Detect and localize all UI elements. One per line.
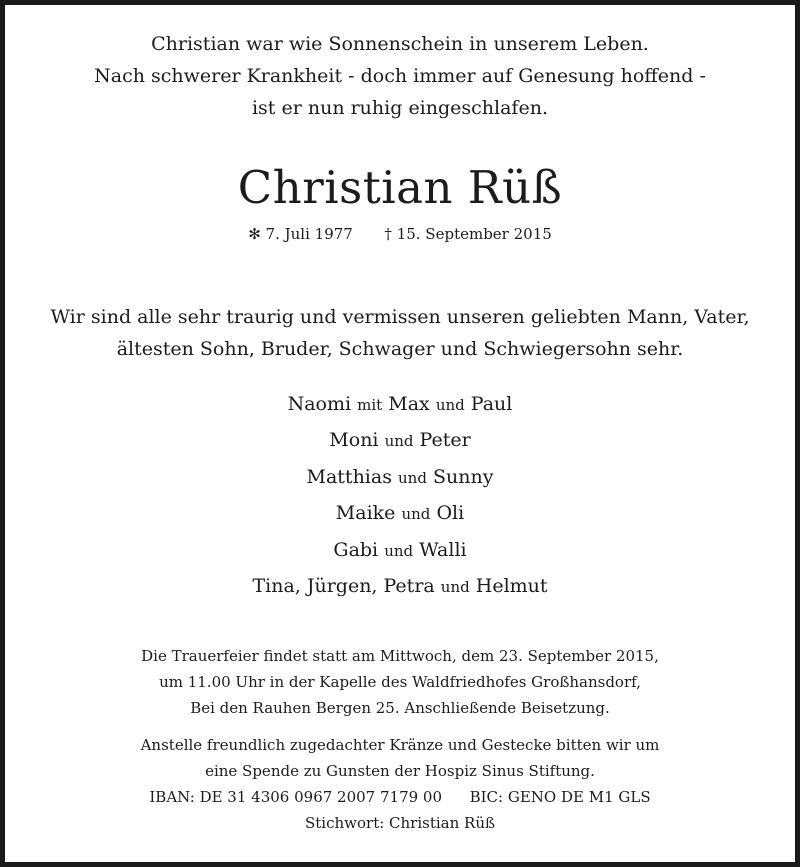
family-line: Moni und Peter [329,429,471,452]
funeral-details [5,643,795,721]
family-line: Maike und Oli [335,502,465,525]
intro-line: Christian war wie Sonnenschein in unserem Leben. [151,33,649,55]
ceremony-line: um 11.00 Uhr in der Kapelle des Waldfriedhofes Großhansdorf, [159,673,641,691]
death-date: 15. September 2015 [396,225,552,243]
donation-line: Anstelle freundlich zugedachter Kränze und Gestecke bitten wir um [140,736,660,754]
life-dates [5,222,795,246]
deceased-name: Christian Rüß [237,161,563,214]
donation-keyword: Stichwort: Christian Rüß [304,814,496,832]
message-line: ältesten Sohn, Bruder, Schwager und Schwiegersohn sehr. [116,338,684,360]
intro-line: ist er nun ruhig eingeschlafen. [251,97,548,119]
bank-details [5,784,795,810]
donation-request [5,732,795,836]
intro-line: Nach schwerer Krankheit - doch immer auf Genesung hoffend - [94,65,706,87]
death-cross-icon: † [384,225,392,243]
message-line: Wir sind alle sehr traurig und vermissen unseren geliebten Mann, Vater, [50,306,750,328]
family-line: Naomi mit Max und Paul [287,393,513,415]
donation-line: eine Spende zu Gunsten der Hospiz Sinus Stiftung. [205,762,595,780]
birth-date: 7. Juli 1977 [265,225,353,243]
family-line: Matthias und Sunny [306,465,494,488]
birth-star-icon: ✻ [248,225,261,243]
iban: IBAN: DE 31 4306 0967 2007 7179 00 [149,788,443,806]
family-line: Gabi und Walli [333,538,467,561]
ceremony-line: Die Trauerfeier findet statt am Mittwoch, dem 23. September 2015, [141,647,659,665]
family-line: Tina, Jürgen, Petra und Helmut [252,575,548,598]
intro-text [5,28,795,124]
ceremony-line: Bei den Rauhen Bergen 25. Anschließende Beisetzung. [190,699,610,717]
family-list [5,387,795,605]
bic: BIC: GENO DE M1 GLS [469,788,651,806]
mourning-message [5,301,795,365]
